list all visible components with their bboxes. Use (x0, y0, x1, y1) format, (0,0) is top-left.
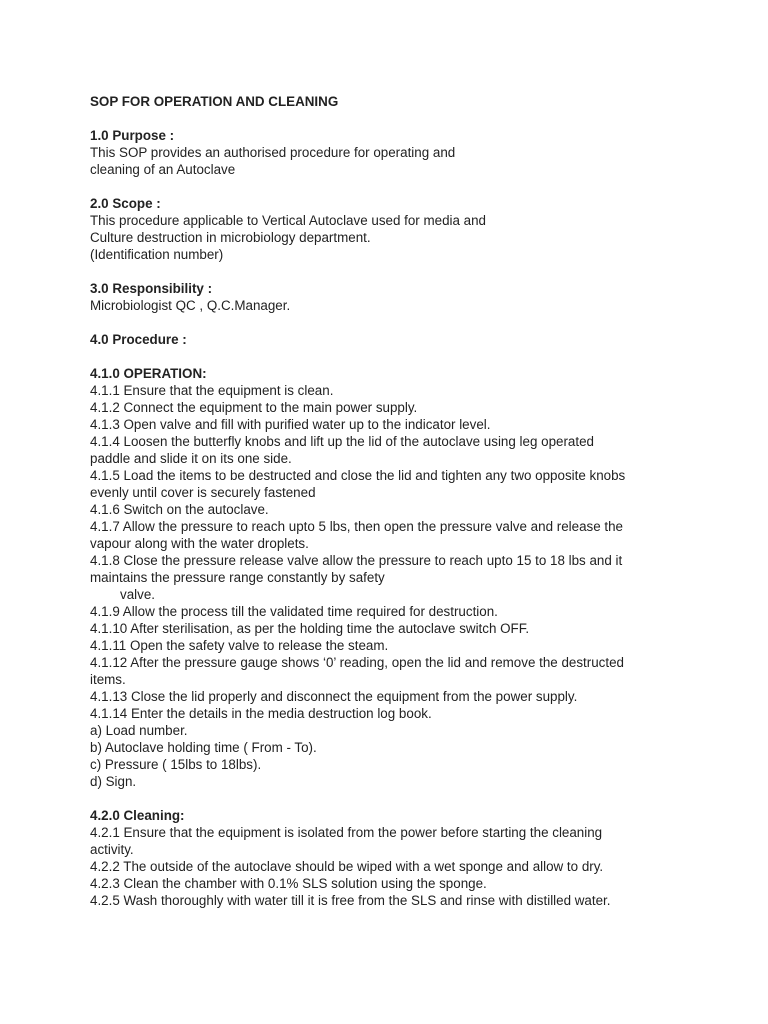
operation-step: paddle and slide it on its one side. (90, 451, 292, 466)
operation-step: 4.1.13 Close the lid properly and disconnect the equipment from the power supply. (90, 689, 578, 704)
log-item: a) Load number. (90, 723, 188, 738)
operation-step: 4.1.14 Enter the details in the media destruction log book. (90, 706, 432, 721)
spacer (90, 314, 750, 331)
operation-step: 4.1.4 Loosen the butterfly knobs and lift up the lid of the autoclave using leg operated (90, 434, 594, 449)
operation-step: 4.1.2 Connect the equipment to the main power supply. (90, 400, 418, 415)
document-body (90, 93, 750, 909)
operation-step: 4.1.9 Allow the process till the validated time required for destruction. (90, 604, 498, 619)
operation-step: 4.1.7 Allow the pressure to reach upto 5 lbs, then open the pressure valve and release the (90, 519, 623, 534)
document-title: SOP FOR OPERATION AND CLEANING (90, 94, 339, 109)
operation-step: vapour along with the water droplets. (90, 536, 309, 551)
log-item: c) Pressure ( 15lbs to 18lbs). (90, 757, 262, 772)
spacer (90, 790, 750, 807)
cleaning-step: 4.2.5 Wash thoroughly with water till it is free from the SLS and rinse with distilled water. (90, 893, 611, 908)
purpose-text: cleaning of an Autoclave (90, 162, 236, 177)
spacer (90, 348, 750, 365)
cleaning-step: activity. (90, 842, 134, 857)
scope-text: (Identification number) (90, 247, 224, 262)
operation-step: 4.1.8 Close the pressure release valve allow the pressure to reach upto 15 to 18 lbs and it (90, 553, 623, 568)
log-item: d) Sign. (90, 774, 137, 789)
operation-step: 4.1.12 After the pressure gauge shows ‘0’ reading, open the lid and remove the destructed (90, 655, 624, 670)
scope-text: This procedure applicable to Vertical Autoclave used for media and (90, 213, 487, 228)
operation-step: 4.1.1 Ensure that the equipment is clean. (90, 383, 334, 398)
spacer (90, 110, 750, 127)
spacer (90, 178, 750, 195)
operation-step: 4.1.6 Switch on the autoclave. (90, 502, 269, 517)
procedure-heading: 4.0 Procedure : (90, 332, 187, 347)
operation-step: 4.1.5 Load the items to be destructed and close the lid and tighten any two opposite knobs (90, 468, 626, 483)
spacer (90, 263, 750, 280)
responsibility-text: Microbiologist QC , Q.C.Manager. (90, 298, 291, 313)
responsibility-heading: 3.0 Responsibility : (90, 281, 213, 296)
scope-heading: 2.0 Scope : (90, 196, 161, 211)
cleaning-step: 4.2.3 Clean the chamber with 0.1% SLS solution using the sponge. (90, 876, 487, 891)
operation-step: 4.1.11 Open the safety valve to release the steam. (90, 638, 389, 653)
operation-step: 4.1.3 Open valve and fill with purified water up to the indicator level. (90, 417, 491, 432)
operation-step: 4.1.10 After sterilisation, as per the holding time the autoclave switch OFF. (90, 621, 530, 636)
log-item: b) Autoclave holding time ( From - To). (90, 740, 317, 755)
operation-heading: 4.1.0 OPERATION: (90, 366, 207, 381)
purpose-text: This SOP provides an authorised procedure for operating and (90, 145, 456, 160)
purpose-heading: 1.0 Purpose : (90, 128, 175, 143)
cleaning-heading: 4.2.0 Cleaning: (90, 808, 185, 823)
operation-step: valve. (120, 587, 155, 602)
scope-text: Culture destruction in microbiology department. (90, 230, 371, 245)
cleaning-step: 4.2.2 The outside of the autoclave should be wiped with a wet sponge and allow to dry. (90, 859, 604, 874)
operation-step: items. (90, 672, 126, 687)
cleaning-step: 4.2.1 Ensure that the equipment is isolated from the power before starting the cleaning (90, 825, 603, 840)
operation-step: evenly until cover is securely fastened (90, 485, 316, 500)
operation-step: maintains the pressure range constantly by safety (90, 570, 385, 585)
